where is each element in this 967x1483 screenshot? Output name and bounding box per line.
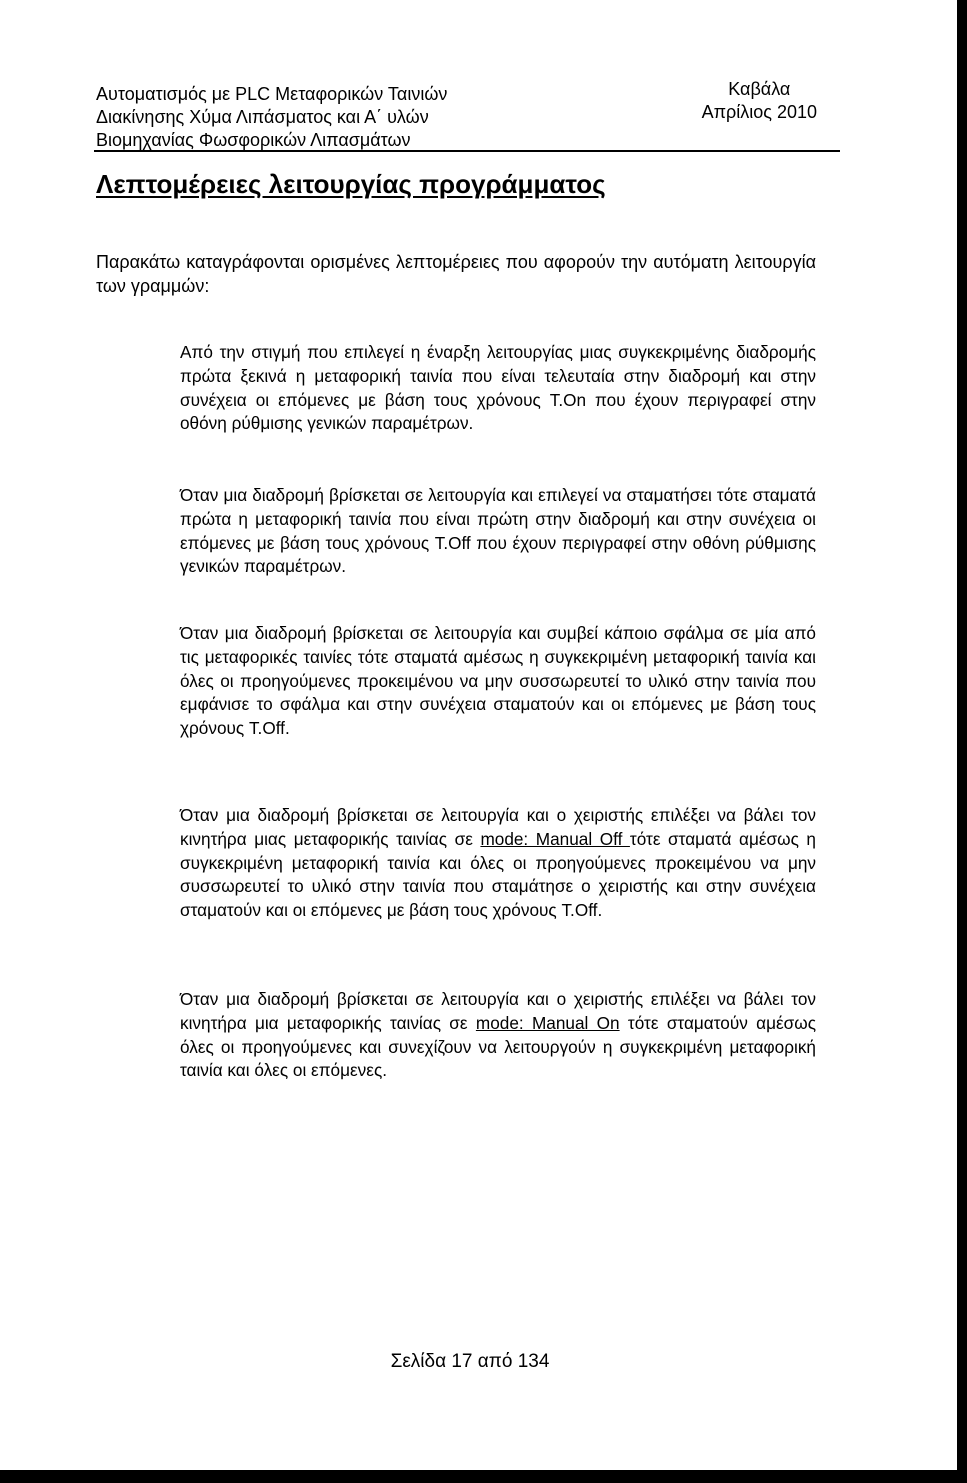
- paragraph-fault-handling: Όταν μια διαδρομή βρίσκεται σε λειτουργία και συμβεί κάποιο σφάλμα σε μία από τις μεταφορικές ταινίες τότε σταματά αμέσως η συγκεκριμένη μεταφορική ταινία και όλες οι προηγούμενες προκειμένου να μην συσσωρευτεί το υλικό στην ταινία που εμφάνισε το σφάλμα και στην συνέχεια σταματούν και οι επόμενες με βάση τους χρόνους T.Off.: [180, 623, 816, 739]
- page-footer: [0, 1350, 940, 1374]
- manual-off-text-before: Όταν μια διαδρομή βρίσκεται σε λειτουργία και ο χειριστής επιλέξει να βάλει τον κινητήρα μιας μεταφορικής ταινίας σε: [180, 805, 816, 849]
- paragraph-manual-off: [180, 804, 816, 923]
- header-line-3: Βιομηχανίας Φωσφορικών Λιπασμάτων: [96, 130, 411, 150]
- section-title: Λεπτομέρειες λειτουργίας προγράμματος: [96, 169, 606, 199]
- header-place-date: [702, 78, 817, 124]
- paragraph-manual-on: [180, 988, 816, 1083]
- page-number: Σελίδα 17 από 134: [390, 1351, 550, 1372]
- intro-paragraph: Παρακάτω καταγράφονται ορισμένες λεπτομέρειες που αφορούν την αυτόματη λειτουργία των γραμμών:: [96, 252, 816, 296]
- header-divider: [94, 150, 840, 152]
- manual-on-text-after: τότε σταματούν αμέσως όλες οι προηγούμενες και συνεχίζουν να λειτουργούν η συγκεκριμένη μεταφορική ταινία και όλες οι επόμενες.: [180, 1012, 816, 1081]
- header-date: Απρίλιος 2010: [701, 102, 817, 122]
- header-project-title: [96, 83, 447, 152]
- paragraph-stop-sequence: Όταν μια διαδρομή βρίσκεται σε λειτουργία και επιλεγεί να σταματήσει τότε σταματά πρώτα η μεταφορική ταινία που είναι πρώτη στην διαδρομή και στην συνέχεια οι επόμενες με βάση τους χρόνους T.Off που έχουν περιγραφεί στην οθόνη ρύθμισης γενικών παραμέτρων.: [180, 485, 816, 577]
- manual-off-text-after: τότε σταματά αμέσως η συγκεκριμένη μεταφορική ταινία και όλες οι προηγούμενες προκειμένου να μην συσσωρευτεί το υλικό στην ταινία που σταμάτησε ο χειριστής και στην συνέχεια σταματούν και οι επόμενες με βάση τους χρόνους T.Off.: [180, 828, 816, 921]
- scan-edge-right: [957, 0, 967, 1483]
- header-city: Καβάλα: [728, 79, 791, 99]
- scan-edge-bottom: [0, 1470, 967, 1483]
- manual-off-mode: mode: Manual Off: [480, 828, 630, 849]
- header-line-2: Διακίνησης Χύμα Λιπάσματος και Α΄ υλών: [96, 107, 429, 127]
- paragraph-start-sequence: Από την στιγμή που επιλεγεί η έναρξη λειτουργίας μιας συγκεκριμένης διαδρομής πρώτα ξεκινά η μεταφορική ταινία που είναι τελευταία στην διαδρομή και στην συνέχεια οι επόμενες με βάση τους χρόνους T.On που έχουν περιγραφεί στην οθόνη ρύθμισης γενικών παραμέτρων.: [180, 342, 816, 434]
- header-line-1: Αυτοματισμός με PLC Μεταφορικών Ταινιών: [96, 84, 448, 104]
- manual-on-text-before: Όταν μια διαδρομή βρίσκεται σε λειτουργία και ο χειριστής επιλέξει να βάλει τον κινητήρα μια μεταφορικής ταινίας σε: [180, 989, 816, 1033]
- manual-on-mode: mode: Manual On: [475, 1012, 620, 1033]
